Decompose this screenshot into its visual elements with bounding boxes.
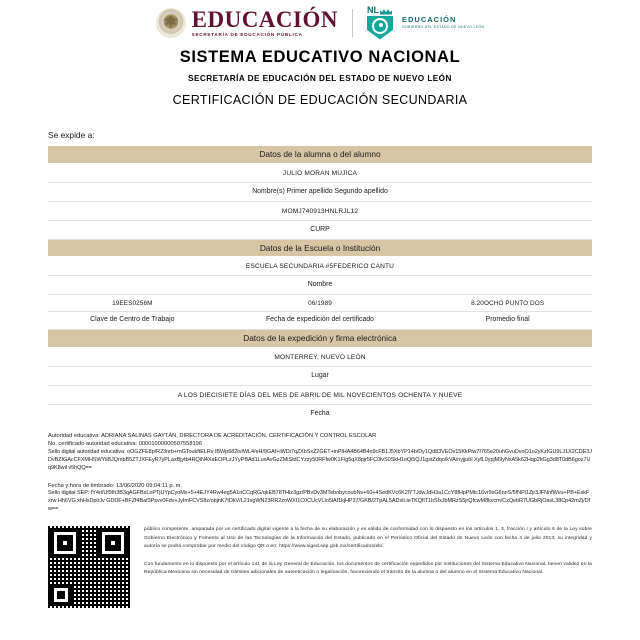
section-header-school: Datos de la Escuela o Institución [48, 240, 592, 258]
section-header-expedition: Datos de la expedición y firma electrónica [48, 330, 592, 348]
certificate-body [0, 130, 640, 514]
nl-shield-icon [367, 16, 393, 40]
school-details-row [48, 295, 592, 312]
issued-to-label: Se expide a: [48, 130, 95, 140]
page-subtitle: SECRETARÍA DE EDUCACIÓN DEL ESTADO DE NUEVO LEÓN [188, 74, 452, 83]
nl-abbrev-row [367, 6, 397, 15]
school-name-value: ESCUELA SECUNDARIA #5FEDERICO CANTU [48, 257, 592, 276]
title-block [0, 48, 640, 107]
issue-date-label: Fecha de expedición del certificado [265, 316, 374, 323]
authority-line: Autoridad educativa: ADRIANA SALINAS GAYTÁN, DIRECTORA DE ACREDITACIÓN, CERTIFICACIÓN Y CONTROL ESCOLAR [48, 432, 377, 439]
sep-seal-block [48, 490, 592, 514]
nl-wordmark-text: EDUCACIÓN [401, 14, 457, 24]
timestamp-value: 13/06/2020 09:04:11 p. m. [115, 482, 182, 489]
curp-value: MOMJ740913HNLRJL12 [48, 202, 592, 221]
sep-wordmark-subtitle: SECRETARÍA DE EDUCACIÓN PÚBLICA [191, 31, 303, 37]
authority-seal-value: oOGZFE8p/R23nrb+mGToukftELRv IBWp682tvIWL4/eH/9GAf+iWDi7qZXbSxZ2GET+inPlHA4B64B4n9cFB1J5XbYP14b/Dy1Qd83VEOv15KkPiw7I765e20uhGvuDvoO1o2yKzIGU9LJ1X2CDE3JDvBZIGAcCFXMHSWYiiBJQmbB5ZTJXFEyR7yPLaxBjytb4RQiN4XaEOPLzJYyPBAd1LuxAvGzZMiStdCYzzy50RFfw0K1F/g5qX8pjr5FC0lvS0SkH1oQi5QJ1gstZdqo/kVA/nyjjubl XyfL0ypjM9yNxA5k62Hqp2kGg3d8T0dB6goz7Uq9K8wil v5hQQ== [48, 448, 592, 471]
school-key-label: Clave de Centro de Trabajo [90, 316, 175, 323]
nl-shield-wrap [367, 6, 397, 40]
authority-seal-label: Sello digital autoridad educativa: [48, 448, 126, 455]
curp-label: CURP [48, 221, 592, 240]
sep-seal-label: Sello digital SEP: [48, 490, 90, 497]
school-name-label: Nombre [48, 276, 592, 295]
certificate-number-line: No. certificado autoridad educativa: 00001000000507558196 [48, 441, 202, 448]
timestamp-group [48, 482, 592, 514]
average-label-cell [423, 312, 592, 329]
date-value: A LOS DIECISIETE DÍAS DEL MES DE ABRIL DE MIL NOVECIENTOS OCHENTA Y NUEVE [48, 386, 592, 405]
footer [0, 514, 640, 608]
mexico-eagle-icon [156, 8, 186, 38]
school-key-cell [48, 295, 217, 311]
nl-wordmark-tagline: GOBIERNO DEL ESTADO DE NUEVO LEÓN [401, 24, 485, 29]
page-title: SISTEMA EDUCATIVO NACIONAL [179, 48, 461, 66]
section-header-student: Datos de la alumna o del alumno [48, 146, 592, 164]
authority-seal-block [48, 449, 592, 473]
nl-wordmark [402, 16, 484, 29]
legal-text [144, 526, 592, 578]
legal-paragraph-2: Con fundamento en lo dispuesto por el artículo 141 de la Ley General de Educación, los documentos de certificación expedidos por instituciones del Sistema Educativo Nacional, tienen validez en la República Mexicana sin necesidad de trámites adicionales de autenticación o legalización, favoreciendo el tránsito de la alumna o del alumno en el Sistema Educativo Nacional. [144, 561, 592, 576]
certificate-type-title: CERTIFICACIÓN DE EDUCACIÓN SECUNDARIA [172, 93, 468, 107]
average-value: 8.20OCHO PUNTO DOS [471, 300, 545, 307]
issue-date-cell [217, 295, 424, 311]
signature-block [48, 423, 592, 514]
school-key-value: 19EES0256M [112, 300, 153, 307]
qr-code-icon[interactable] [48, 526, 130, 608]
issue-date-value: 06/1989 [308, 300, 332, 307]
place-label: Lugar [48, 367, 592, 386]
nl-abbrev-text: NL [366, 4, 379, 15]
sep-wordmark [192, 8, 338, 38]
date-label: Fecha [310, 409, 330, 417]
logo-bar [0, 0, 640, 42]
qr-finder-bottom-left [50, 584, 72, 606]
student-name-value: JULIO MORAN MUJICA [48, 164, 592, 183]
school-details-labels-row [48, 312, 592, 330]
average-cell [423, 295, 592, 311]
timestamp-label: Fecha y hora de timbrado: [48, 482, 115, 489]
sep-wordmark-text: EDUCACIÓN [191, 6, 338, 32]
logo-divider [352, 9, 353, 37]
sep-logo [156, 8, 338, 38]
timestamp-line [48, 482, 592, 491]
student-name-label: Nombre(s) Primer apellido Segundo apellido [48, 183, 592, 202]
nuevo-leon-logo [367, 6, 484, 40]
legal-paragraph-1: público competente, amparada por un certificado digital vigente a la fecha de su elaboración y es válido de conformidad con lo dispuesto en los artículos 1, 3, fracción I y artículo 6 de la Ley sobre Gobierno Electrónico y Fomento al Uso de las Tecnologías de la Información del Estado, publicado en el Periódico Oficial del Estado de Nuevo León con fecha 4 de julio 2013; su integridad y autoría se podrá comprobar por medio del código QR o en: https://www.siged.sep.gob.mx/certificados/eb/. [144, 526, 592, 550]
school-key-label-cell [48, 312, 217, 329]
average-label: Promedio final [485, 316, 530, 323]
issue-date-label-cell [217, 312, 424, 329]
crown-icon [380, 9, 392, 15]
sep-seal-value: fY4ri/Uf9Ih3B3qAGFBsLoPTjUYpCyoMx+5+4EJY4Rw4eg5A1nCCqRG/qkEB78THIz3gz/PBvDv3MTebobycoubNv+60+4SedKVc6K2lYTJdwJdH3a1CcY8fHpPMtc16vr9sG6nnS/5fNPi1Zjr3JFNnfWvu+PB+ExkFxrw Hh6VG xhHxDplrJv GDDF+BFZf4Baf3Psvv0Fdv+JyImFCVS8z/objnK7tDkV/L21xgWN23RR2zoWXI1C0CUcVLIo5lAf1kjHP37/GKB/2TpAL5ADxiLteTKQfiT1bSIxJbMRzS5jrQIcwM8kvcm/CxQebR7UGbRjOavL38Cp42mZj/Dfw== [48, 490, 591, 512]
place-value: MONTERREY, NUEVO LEÓN [48, 348, 592, 367]
